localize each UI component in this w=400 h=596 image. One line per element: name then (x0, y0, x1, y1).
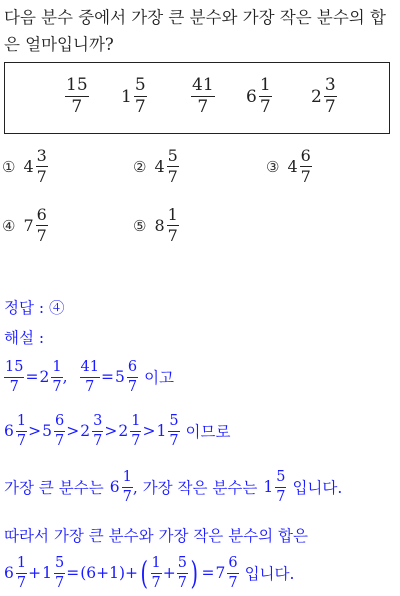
choice-3[interactable]: ③ 4 $\frac{6}{7}$ (266, 146, 311, 186)
box-fraction-2: 1 $\frac{5}{7}$ (121, 75, 146, 117)
solution-line-2: 6 $\frac{1}{7}$ > 5 $\frac{6}{7}$ > 2 $\frac{3}{7}$ > 2 $\frac{1}{7}$ > 1 $\frac{5}{7}$ 이므로 (4, 413, 231, 449)
choice-5[interactable]: ⑤ 8 $\frac{1}{7}$ (133, 205, 178, 245)
solution-line-4: 따라서 가장 큰 분수와 가장 작은 분수의 합은 (4, 527, 309, 545)
solution-line-1: $\frac{15}{7}$ = 2 $\frac{1}{7}$ , $\frac{41}{7}$ = 5 $\frac{6}{7}$ 이고 (5, 359, 175, 395)
box-fraction-3: $\frac{41}{7}$ (192, 75, 214, 117)
box-fraction-1: $\frac{15}{7}$ (66, 75, 88, 117)
explanation-label: 해설 : (4, 329, 45, 347)
solution-line-5: 6 $\frac{1}{7}$ + 1 $\frac{5}{7}$ = (6+1)+ ( $\frac{1}{7}$ + $\frac{5}{7}$ ) = 7 $\frac{6}{7}$ 입니다. (4, 554, 295, 592)
answer-line: 정답 : ④ (4, 299, 65, 317)
choice-4[interactable]: ④ 7 $\frac{6}{7}$ (2, 205, 47, 245)
question-text: 다음 분수 중에서 가장 큰 분수와 가장 작은 분수의 합은 얼마입니까? (4, 8, 386, 54)
fraction-box (4, 62, 390, 134)
box-fraction-4: 6 $\frac{1}{7}$ (246, 75, 271, 117)
choice-1[interactable]: ① 4 $\frac{3}{7}$ (2, 146, 47, 186)
choice-2[interactable]: ② 4 $\frac{5}{7}$ (133, 146, 178, 186)
box-fraction-5: 2 $\frac{3}{7}$ (311, 75, 336, 117)
solution-line-3: 가장 큰 분수는 6 $\frac{1}{7}$ , 가장 작은 분수는 1 $\frac{5}{7}$ 입니다. (4, 469, 343, 505)
